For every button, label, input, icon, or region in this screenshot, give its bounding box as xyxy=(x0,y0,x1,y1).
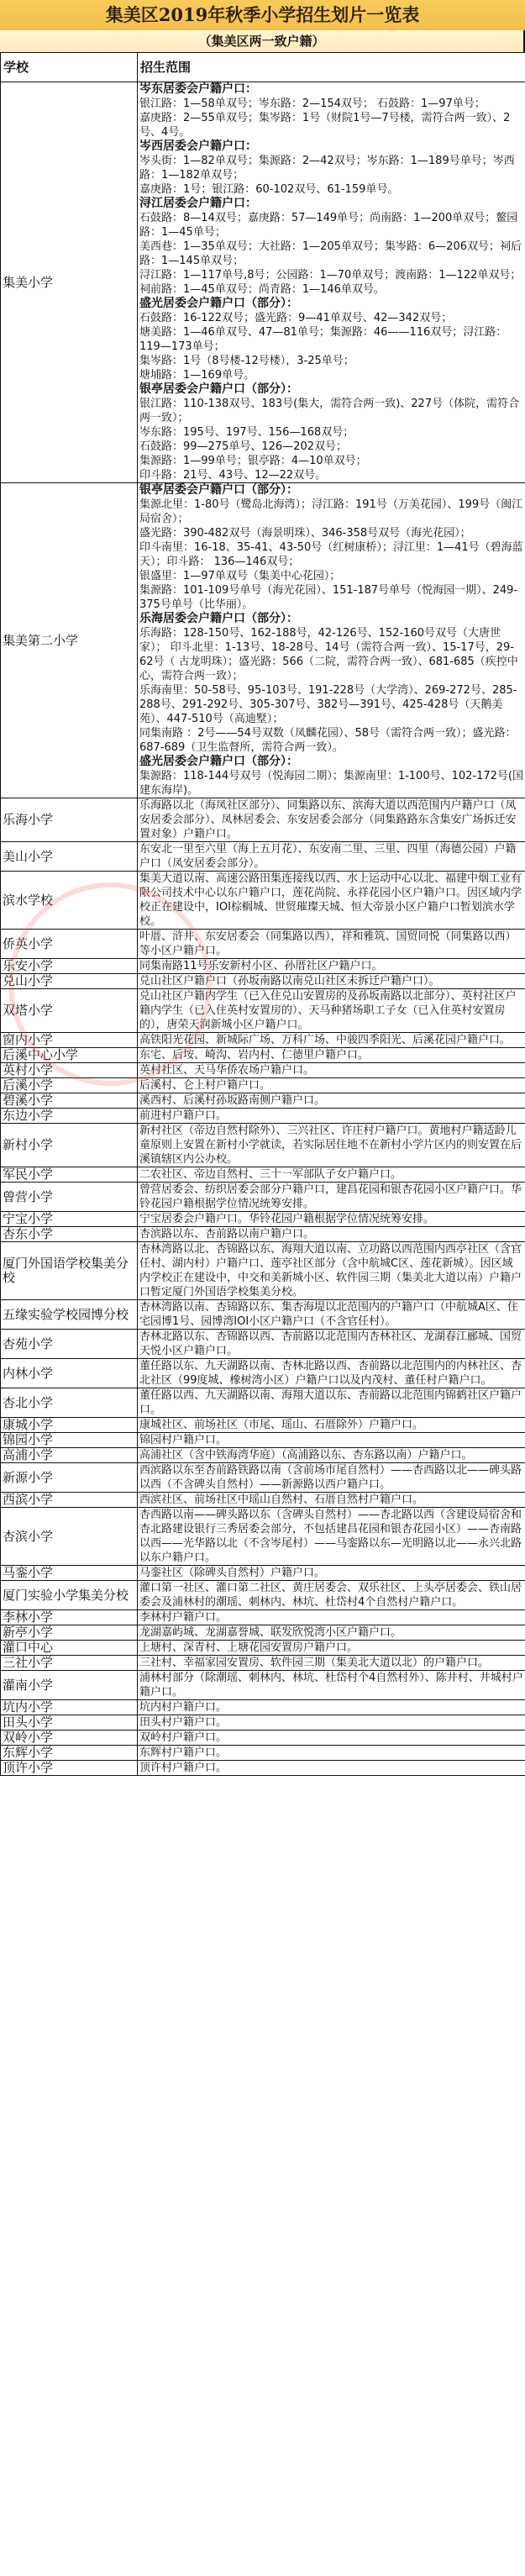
range-text: 兑山社区户籍户口（孙坂南路以南兑山社区未拆迁户籍户口）。 xyxy=(139,975,440,988)
table-row xyxy=(1,872,525,930)
enrollment-table xyxy=(0,52,525,1776)
school-name: 曾营小学 xyxy=(1,1183,138,1212)
range-text: 康城社区、前场社区（市尾、瑶山、石厝除外）户籍户口。 xyxy=(139,1419,424,1431)
enrollment-range xyxy=(138,1671,525,1700)
table-row xyxy=(1,1700,525,1715)
table-row xyxy=(1,1109,525,1124)
address-line: 石鼓路：8—14双号；嘉庚路：57—149单号；尚南路：1—200单双号；鳌园路：1—45单号； xyxy=(139,212,518,239)
table-row xyxy=(1,1359,525,1388)
table-row xyxy=(1,1242,525,1300)
table-body xyxy=(1,82,525,1776)
address-line: 塘美路：1—46单双号、47—81单号；集源路：46——116双号；浔江路：119—173单号； xyxy=(139,326,507,353)
page-title: 集美区2019年秋季小学招生划片一览表 xyxy=(0,0,525,30)
enrollment-range xyxy=(138,1109,525,1124)
range-text: 英村社区、天马华侨农场户籍户口。 xyxy=(139,1064,315,1077)
enrollment-range xyxy=(138,1300,525,1330)
school-name: 锦园小学 xyxy=(1,1433,138,1448)
address-line: 集源北里：1-80号（鹭岛北海湾）；浔江路：191号（万美花园）、199号（闽江局宿舍）； xyxy=(139,498,523,525)
address-line: 石鼓路：16-122双号；盛光路：9—41单双号、42—342双号； xyxy=(139,312,453,324)
school-name: 侨英小学 xyxy=(1,930,138,959)
school-name: 顶许小学 xyxy=(1,1761,138,1776)
enrollment-range xyxy=(138,1508,525,1566)
table-row xyxy=(1,1508,525,1566)
enrollment-range xyxy=(138,1493,525,1508)
table-row xyxy=(1,1761,525,1776)
table-row xyxy=(1,1300,525,1330)
school-name: 田头小学 xyxy=(1,1715,138,1731)
school-name: 杏苑小学 xyxy=(1,1330,138,1359)
enrollment-range xyxy=(138,1242,525,1300)
address-line: 塘埔路：1—169单号。 xyxy=(139,369,255,382)
range-text: 坑内村户籍户口。 xyxy=(139,1701,228,1714)
enrollment-range xyxy=(138,82,525,483)
table-row xyxy=(1,1227,525,1242)
enrollment-range xyxy=(138,1656,525,1671)
address-line: 嘉庚路：2—55单双号；集岑路：1号（财院1号—7号楼，需符合两一致）、2号、4号。 xyxy=(139,112,511,139)
enrollment-range xyxy=(138,842,525,872)
range-text: 乐海路以北（海凤社区部分）、同集路以东、滨海大道以西范围内户籍户口（凤安居委会部分）、凤林居委会、东安居委会部分（同集路路东含集安广场拆迁安置对象）户籍户口。 xyxy=(139,799,517,840)
enrollment-range xyxy=(138,1610,525,1625)
school-name: 窗内小学 xyxy=(1,1033,138,1048)
enrollment-range xyxy=(138,1641,525,1656)
table-row xyxy=(1,1581,525,1610)
school-name: 滨水学校 xyxy=(1,872,138,930)
table-row xyxy=(1,959,525,974)
range-text: 二农社区、帝边自然村、三十一军部队子女户籍户口。 xyxy=(139,1168,402,1181)
school-name: 乐安小学 xyxy=(1,959,138,974)
range-text: 双岭村户籍户口。 xyxy=(139,1731,228,1744)
table-row xyxy=(1,1448,525,1463)
enrollment-range xyxy=(138,1388,525,1418)
address-line: 美西巷：1—35单双号；大社路：1—205单双号；集岑路：6—206双号；祠后路：1—145单双号； xyxy=(139,240,522,267)
address-line: 乐海南里：50-58号、95-103号、191-228号（大学湾）、269-272号、285-288号、291-292号、305-307号、382号—391号、425-428号（天鹅美苑）、447-510号（高迪墅）； xyxy=(139,684,517,725)
table-row xyxy=(1,1330,525,1359)
enrollment-range xyxy=(138,1330,525,1359)
school-name: 内林小学 xyxy=(1,1359,138,1388)
table-row xyxy=(1,1048,525,1063)
table-row xyxy=(1,1610,525,1625)
column-header-range: 招生范围 xyxy=(138,53,525,82)
school-name: 新亭小学 xyxy=(1,1625,138,1641)
enrollment-range xyxy=(138,1448,525,1463)
school-name: 新村小学 xyxy=(1,1124,138,1167)
range-text: 西滨社区、前场社区中瑶山自然村、石厝自然村户籍户口。 xyxy=(139,1493,424,1506)
table-row xyxy=(1,1566,525,1581)
school-name: 英村小学 xyxy=(1,1063,138,1078)
school-name: 双塔小学 xyxy=(1,989,138,1033)
range-text: 东辉村户籍户口。 xyxy=(139,1746,228,1759)
range-text: 董任路以东、九天湖路以南、杏林北路以西、杏前路以北范围内的内林社区、杏北社区（99度城、橡树湾小区）户籍户口以及内茂村、董任村户籍户口。 xyxy=(139,1360,522,1387)
address-line: 岑东路：195号、197号、156—168双号； xyxy=(139,426,354,439)
school-name: 康城小学 xyxy=(1,1418,138,1433)
school-name: 后溪中心小学 xyxy=(1,1048,138,1063)
enrollment-range xyxy=(138,1359,525,1388)
range-text: 三社村、幸福家园安置房、软件园三期（集美北大道以北）的户籍户口。 xyxy=(139,1657,490,1669)
committee-heading: 银亭居委会户籍户口（部分）： xyxy=(139,382,298,396)
enrollment-range xyxy=(138,1566,525,1581)
table-row xyxy=(1,1463,525,1493)
committee-heading: 浔江居委会户籍户口： xyxy=(139,197,257,210)
enrollment-range xyxy=(138,1063,525,1078)
range-text: 田头村户籍户口。 xyxy=(139,1716,228,1729)
school-name: 马銮小学 xyxy=(1,1566,138,1581)
school-name: 厦门实验小学集美分校 xyxy=(1,1581,138,1610)
address-line: 浔江路：1—117单号,8号；公园路：1—70单双号；渡南路：1—122单双号；祠前路：1—45单双号；尚青路：1—146单双号。 xyxy=(139,269,522,296)
school-name: 乐海小学 xyxy=(1,798,138,842)
school-name: 双岭小学 xyxy=(1,1731,138,1746)
table-row xyxy=(1,1715,525,1731)
range-text: 杏林北路以东、杏锦路以西、杏前路以北范围内杏林社区、龙湖春江郦城、国贸天悦小区户籍户口。 xyxy=(139,1330,522,1357)
enrollment-range xyxy=(138,1746,525,1761)
enrollment-range xyxy=(138,1700,525,1715)
table-row xyxy=(1,1731,525,1746)
school-name: 美山小学 xyxy=(1,842,138,872)
committee-heading: 岑西居委会户籍户口： xyxy=(139,140,257,153)
enrollment-range xyxy=(138,1715,525,1731)
school-name: 五缘实验学校园博分校 xyxy=(1,1300,138,1330)
range-text: 兑山社区户籍内学生（已入住兑山安置房的及孙坂南路以北部分）、英村社区户籍内学生（已入住英村安置房的）、天马种猪场职工子女（已入住英村安置房的），唐荣天润新城小区户籍户口。 xyxy=(139,990,517,1031)
range-text: 前进村户籍户口。 xyxy=(139,1109,228,1122)
range-text: 东安北一里至六里（海上五月花）、东安南二里、三里、四里（海德公园）户籍户口（凤安居委会部分）。 xyxy=(139,843,517,870)
column-header-school: 学校 xyxy=(1,53,138,82)
enrollment-range xyxy=(138,959,525,974)
school-name: 碧溪小学 xyxy=(1,1093,138,1109)
school-name: 杏北小学 xyxy=(1,1388,138,1418)
enrollment-range xyxy=(138,1093,525,1109)
enrollment-range xyxy=(138,798,525,842)
range-text: 杏林湾路以南、杏锦路以东、集杏海堤以北范围内的户籍户口（中航城A区、住宅园博1号、园博湾IOI小区户籍户口（不含官任村）。 xyxy=(139,1301,518,1328)
school-name: 东边小学 xyxy=(1,1109,138,1124)
table-row xyxy=(1,1063,525,1078)
enrollment-range xyxy=(138,930,525,959)
address-line: 岑头街：1—82单双号；集源路：2—42双号；岑东路：1—189号单号；岑西路：1—182单双号； xyxy=(139,155,515,182)
school-name: 厦门外国语学校集美分校 xyxy=(1,1242,138,1300)
school-name: 东辉小学 xyxy=(1,1746,138,1761)
table-row xyxy=(1,1033,525,1048)
school-name: 军民小学 xyxy=(1,1167,138,1183)
address-line: 印斗路：21号、43号、12—22双号。 xyxy=(139,469,327,482)
address-line: 石鼓路：99—275单号、126—202双号； xyxy=(139,440,347,453)
enrollment-range xyxy=(138,974,525,989)
enrollment-range xyxy=(138,1761,525,1776)
page-subtitle: （集美区两一致户籍） xyxy=(0,30,525,52)
range-text: 浦林村部分（除潮瑶、刺林内、林坑、杜岱村个4自然村外）、陈井村、井城村户籍户口。 xyxy=(139,1672,523,1699)
range-text: 西滨路以东至杏前路铁路以南（含前场市尾自然村）——杏西路以北——碑头路以西（不含碑头自然村）——新源路以西户籍户口。 xyxy=(139,1464,522,1491)
school-name: 新源小学 xyxy=(1,1463,138,1493)
table-row xyxy=(1,1746,525,1761)
range-text: 高铁阳光花园、新城际广场、万科广场、中骏四季阳光、后溪花园户籍户口。 xyxy=(139,1034,512,1046)
table-row xyxy=(1,1078,525,1093)
school-name: 西滨小学 xyxy=(1,1493,138,1508)
table-row xyxy=(1,1124,525,1167)
address-line: 银江路：110-138双号、183号(集大，需符合两一致)、227号（体院，需符合两一致）； xyxy=(139,398,520,424)
address-line: 同集南路 ：2号——54号双数（凤麟花园）、58号（需符合两一致）；盛光路：687-689（卫生监督所，需符合两一致）。 xyxy=(139,727,517,754)
address-line: 集源路：118-144号双号（悦海园二期）；集源南里：1-100号、102-172号(国建东海岸)。 xyxy=(139,770,523,797)
enrollment-range xyxy=(138,1033,525,1048)
range-text: 杏林湾路以北、杏锦路以东、海翔大道以南、立功路以西范围内西亭社区（含官任村、湖内村）户籍户口、莲亭社区部分（含中航城C区、莲花新城）。因区域内学校正在建设中，中交和美新城小区、软件园三期（集美北大道以南）户籍户口暂定厦门外国语学校集美分校。 xyxy=(139,1243,522,1299)
address-line: 集岑路：1号（8号楼-12号楼），3-25单号； xyxy=(139,355,354,367)
table-row xyxy=(1,82,525,483)
range-text: 李林村户籍户口。 xyxy=(139,1611,228,1624)
table-row xyxy=(1,1167,525,1183)
range-text: 董任路以西、九天湖路以南、海翔大道以东、杏前路以北范围内锦鹤社区户籍户口。 xyxy=(139,1389,522,1416)
range-text: 宁宝居委会户籍户口。华铃花园户籍根据学位情况统筹安排。 xyxy=(139,1213,435,1225)
school-name: 灌南小学 xyxy=(1,1671,138,1700)
enrollment-range xyxy=(138,1581,525,1610)
address-line: 集源路：101-109号单号（海光花园）、151-187号单号（悦海园一期）、249-375号单号（比华丽）。 xyxy=(139,584,518,611)
table-row xyxy=(1,1388,525,1418)
enrollment-range xyxy=(138,1625,525,1641)
range-text: 龙湖嘉屿城、龙湖嘉誉城、联发欣悦湾小区户籍户口。 xyxy=(139,1626,402,1639)
enrollment-range xyxy=(138,872,525,930)
address-line: 盛光路：390-482双号（海景明珠）、346-358号双号（海光花园）； xyxy=(139,527,471,540)
enrollment-range xyxy=(138,1078,525,1093)
range-text: 马銮社区（除碑头自然村）户籍户口。 xyxy=(139,1567,326,1579)
enrollment-range xyxy=(138,1731,525,1746)
school-name: 杏东小学 xyxy=(1,1227,138,1242)
range-text: 后溪村、仑上村户籍户口。 xyxy=(139,1079,271,1092)
school-name: 集美小学 xyxy=(1,82,138,483)
range-text: 顶许村户籍户口。 xyxy=(139,1762,228,1774)
committee-heading: 岑东居委会户籍户口： xyxy=(139,82,257,96)
school-name: 杏滨小学 xyxy=(1,1508,138,1566)
table-row xyxy=(1,798,525,842)
enrollment-range xyxy=(138,1048,525,1063)
enrollment-range xyxy=(138,1124,525,1167)
school-name: 高浦小学 xyxy=(1,1448,138,1463)
school-name: 集美第二小学 xyxy=(1,483,138,798)
enrollment-range xyxy=(138,989,525,1033)
table-row xyxy=(1,1671,525,1700)
range-text: 高浦社区（含中铁海湾华庭）（高浦路以东、杏东路以南）户籍户口。 xyxy=(139,1449,473,1462)
table-row xyxy=(1,1625,525,1641)
committee-heading: 乐海居委会户籍户口（部分）： xyxy=(139,612,298,625)
range-text: 杏滨路以东、杏前路以南户籍户口。 xyxy=(139,1228,315,1241)
table-row xyxy=(1,1093,525,1109)
table-row xyxy=(1,1418,525,1433)
enrollment-range xyxy=(138,1433,525,1448)
address-line: 集源路：1—99单号；银亭路：4—10单双号； xyxy=(139,455,367,467)
table-row xyxy=(1,1493,525,1508)
committee-heading: 盛光居委会户籍户口（部分）： xyxy=(139,755,298,768)
table-row xyxy=(1,989,525,1033)
table-row xyxy=(1,1641,525,1656)
range-text: 上塘村、深青村、上塘花园安置房户籍户口。 xyxy=(139,1641,359,1654)
school-name: 李林小学 xyxy=(1,1610,138,1625)
range-text: 锦园村户籍户口。 xyxy=(139,1434,228,1446)
table-row xyxy=(1,1183,525,1212)
range-text: 新村社区（帝边自然村除外）、三兴社区、许庄村户籍户口。黄地村户籍适龄儿童原则上安置在新村小学就读，若实际居住地不在新村小学片区内的则安置在后溪镇辖区内公办校。 xyxy=(139,1125,522,1166)
address-line: 乐海路：128-150号、162-188号，42-126号、152-160号双号（大唐世家）； 印斗北里：1-13号、18-28号、14号（需符合两一致）、15-17号，29-62号（ 古龙明珠）；盛光路：566（二院，需符合两一致）、681-685（疾控中心，需符合两一致）； xyxy=(139,627,518,682)
table-row xyxy=(1,483,525,798)
address-line: 嘉庚路：1号；银江路：60-102双号、61-159单号。 xyxy=(139,183,399,196)
enrollment-range xyxy=(138,1227,525,1242)
school-name: 坑内小学 xyxy=(1,1700,138,1715)
committee-heading: 银亭居委会户籍户口（部分）： xyxy=(139,483,298,497)
committee-heading: 盛光居委会户籍户口（部分）： xyxy=(139,297,298,310)
school-name: 三社小学 xyxy=(1,1656,138,1671)
address-line: 银江路：1—58单双号；岑东路：2—154双号； 石鼓路：1—97单号； xyxy=(139,97,486,110)
enrollment-range xyxy=(138,1212,525,1227)
table-row xyxy=(1,842,525,872)
table-row xyxy=(1,1433,525,1448)
table-row xyxy=(1,930,525,959)
enrollment-range xyxy=(138,1183,525,1212)
enrollment-range xyxy=(138,1418,525,1433)
table-row xyxy=(1,1212,525,1227)
table-row xyxy=(1,1656,525,1671)
table-row xyxy=(1,974,525,989)
school-name: 灌口中心 xyxy=(1,1641,138,1656)
address-line: 银盛里：1—97单双号（集美中心花园）； xyxy=(139,570,341,582)
enrollment-range xyxy=(138,1463,525,1493)
school-name: 后溪小学 xyxy=(1,1078,138,1093)
enrollment-range xyxy=(138,483,525,798)
range-text: 灌口第一社区、灌口第二社区、黄庄居委会、双乐社区、上头亭居委会、铁山居委会及浦林村的潮瑶、刺林内、林坑、杜岱村4个自然村户籍户口。 xyxy=(139,1582,522,1609)
range-text: 东宅、后垵、崎沟、岩内村、仁德里户籍户口。 xyxy=(139,1049,370,1061)
school-name: 兑山小学 xyxy=(1,974,138,989)
range-text: 溪西村、后溪村孙坂路南侧户籍户口。 xyxy=(139,1094,326,1107)
range-text: 杏西路以南——碑头路以东（含碑头自然村）——杏北路以西（含建设局宿舍和杏北路建设银行三秀居委会部分，不包括建昌花园和银杏花园小区）——杏南路以西——光华路以北（不含岑尾村）——马銮路以东—光明路以北——永兴北路以东户籍户口。 xyxy=(139,1509,522,1564)
address-line: 印斗南里：16-18、35-41、43-50号（红树康桥）；浔江里：1—41号（碧海蓝天）；印斗路： 136—146双号； xyxy=(139,541,523,568)
school-name: 宁宝小学 xyxy=(1,1212,138,1227)
enrollment-range xyxy=(138,1167,525,1183)
range-text: 同集南路11号乐安新村小区、孙厝社区户籍户口。 xyxy=(139,960,383,972)
range-text: 曾营居委会、纺织居委会部分户籍户口，建昌花园和银杏花园小区户籍户口。华铃花园户籍根据学位情况统筹安排。 xyxy=(139,1183,522,1210)
range-text: 集美大道以南、高速公路田集连接线以西、水上运动中心以北、福建中烟工业有限公司技术中心以东户籍户口，莲花尚院、永祥花园小区户籍户口。因区域内学校正在建设中，IOI棕榈城、世贸璀璨天城、恒大帝景小区户籍户口暂划滨水学校。 xyxy=(139,872,522,928)
table-header-row xyxy=(1,53,525,82)
range-text: 叶厝、浒井、东安居委会（同集路以西），祥和雅筑、国贸同悦（同集路以西）等小区户籍户口。 xyxy=(139,930,517,957)
